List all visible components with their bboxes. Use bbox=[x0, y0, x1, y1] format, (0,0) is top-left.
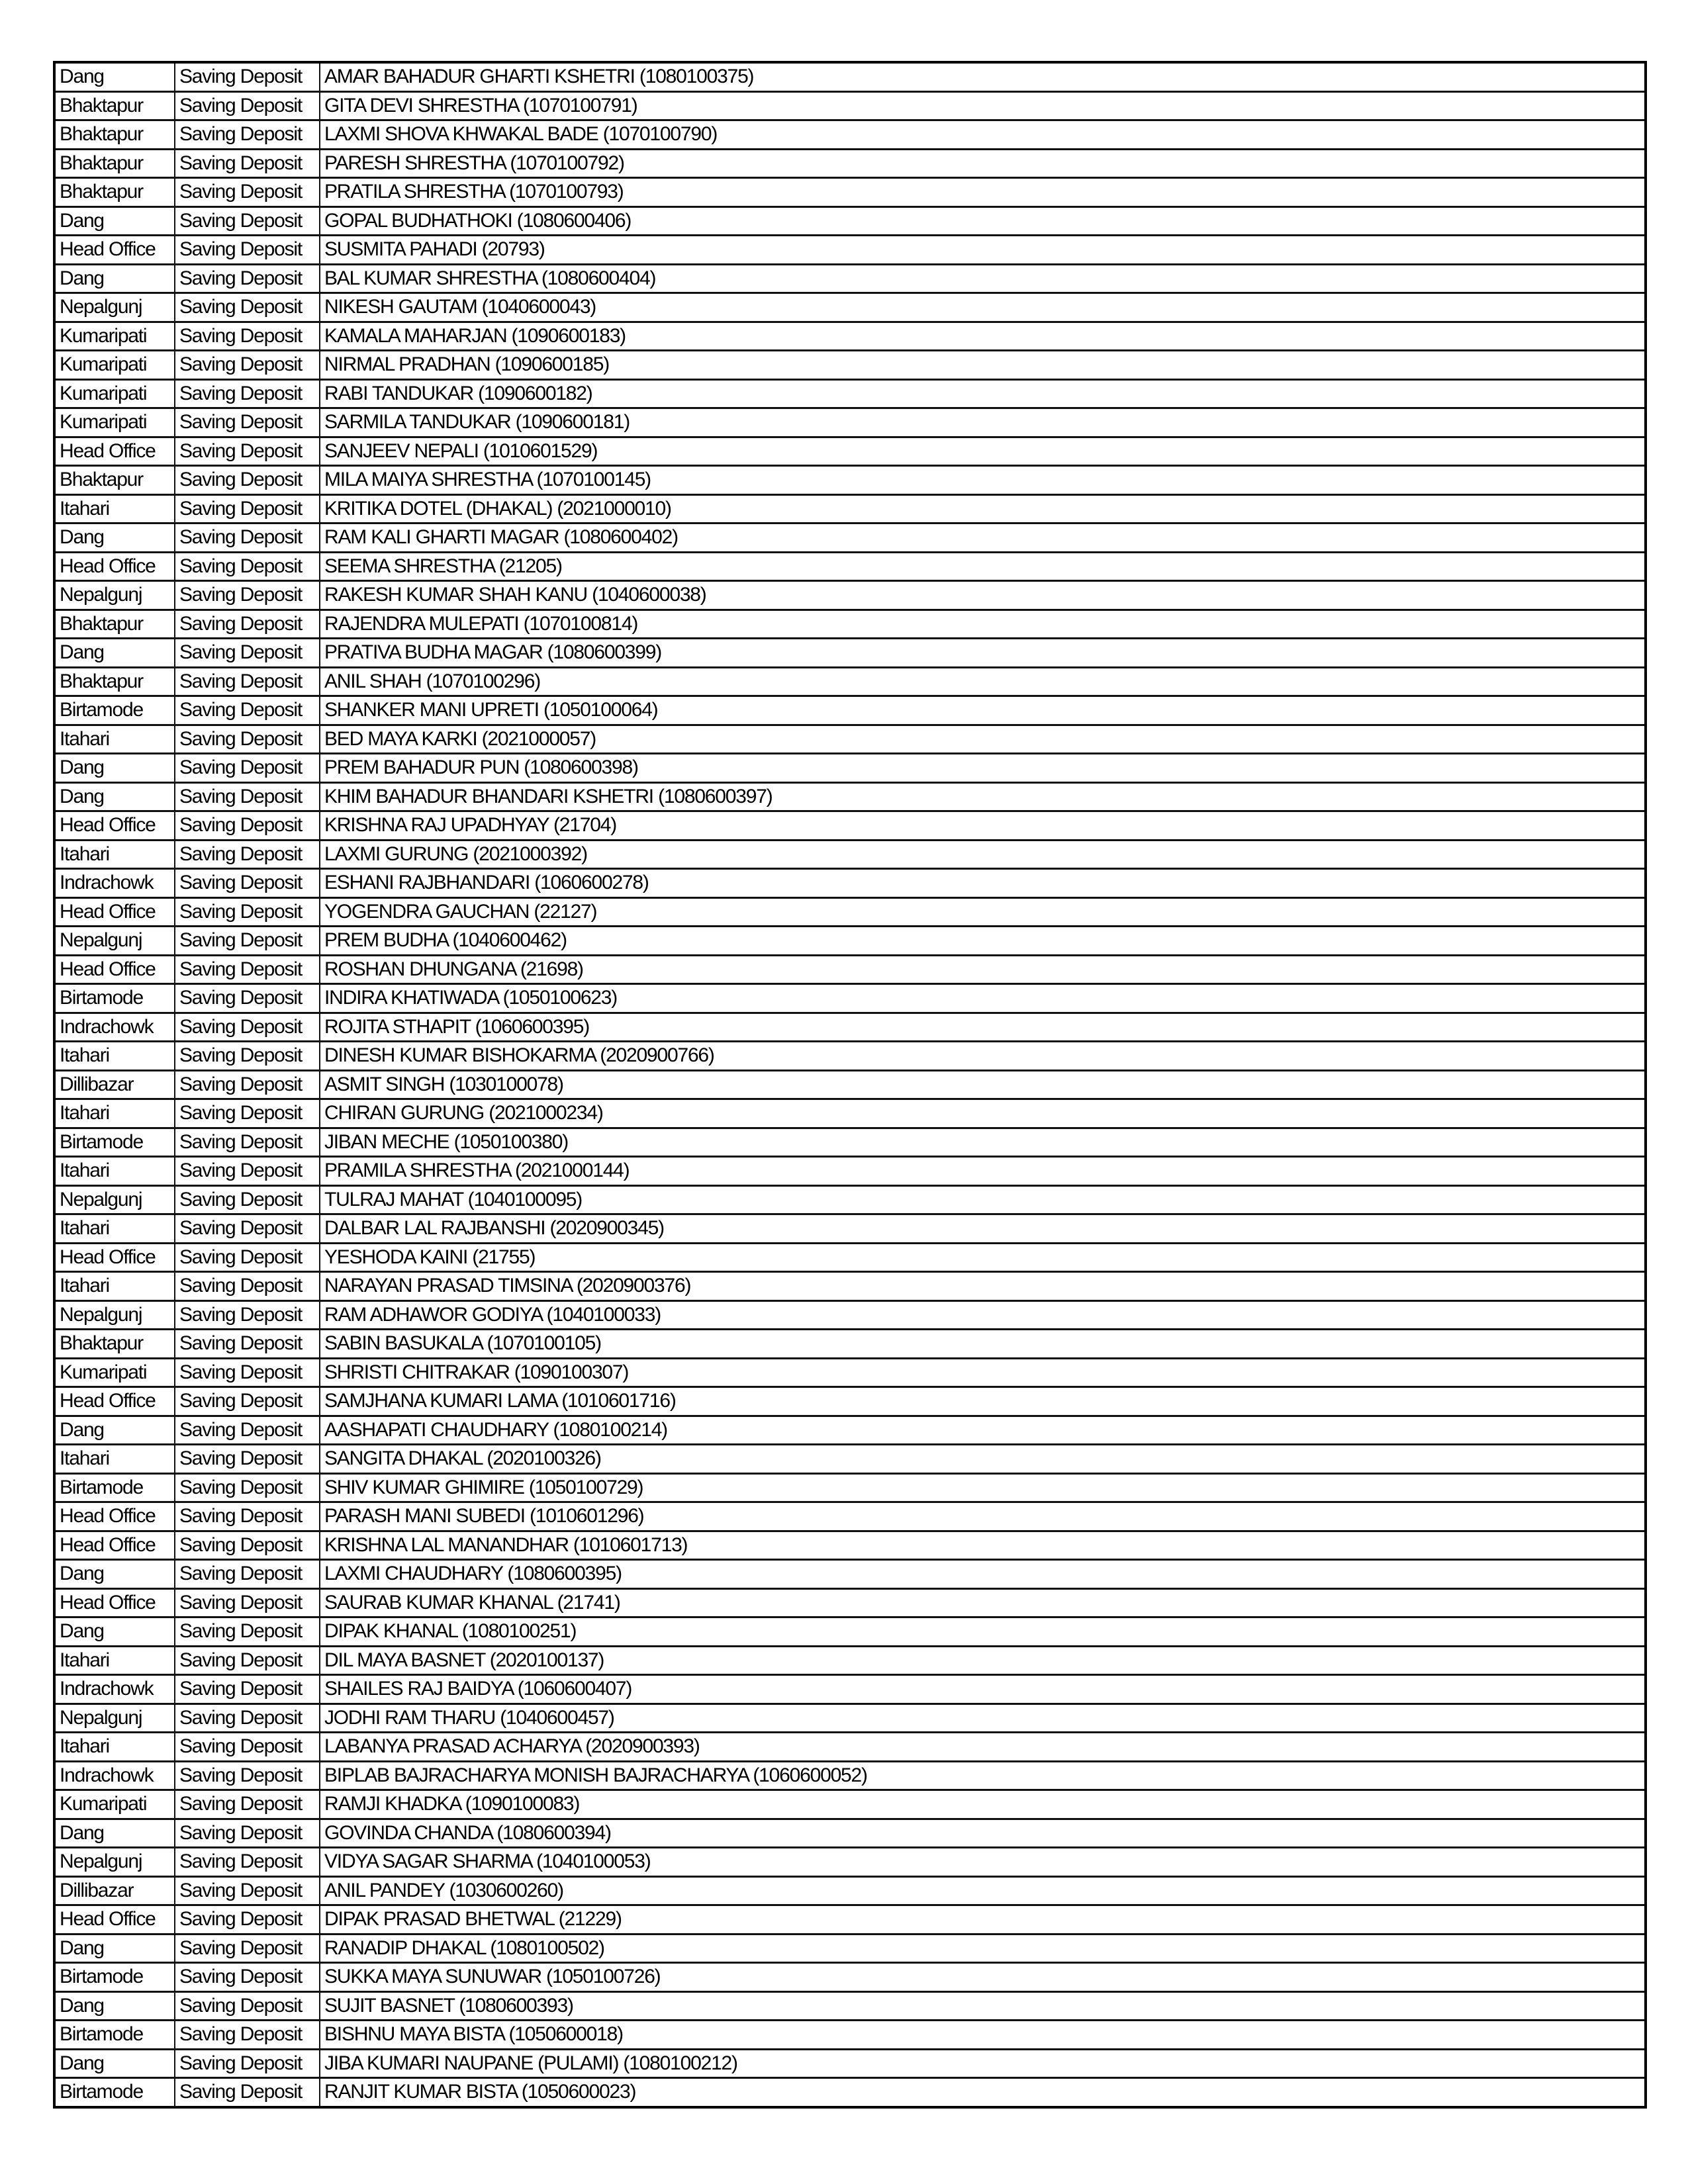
table-row bbox=[54, 1502, 1646, 1531]
account-type-cell: Saving Deposit bbox=[175, 1445, 320, 1474]
branch-cell: Dang bbox=[54, 206, 175, 236]
account-type-cell: Saving Deposit bbox=[175, 1905, 320, 1934]
table-row bbox=[54, 1819, 1646, 1848]
account-holder-cell: NARAYAN PRASAD TIMSINA (2020900376) bbox=[320, 1272, 1646, 1301]
account-type-cell: Saving Deposit bbox=[175, 62, 320, 91]
branch-cell: Bhaktapur bbox=[54, 466, 175, 495]
account-type-cell: Saving Deposit bbox=[175, 1675, 320, 1704]
account-type-cell: Saving Deposit bbox=[175, 178, 320, 207]
account-list-body bbox=[54, 62, 1646, 2107]
table-row bbox=[54, 2021, 1646, 2050]
account-type-cell: Saving Deposit bbox=[175, 782, 320, 811]
account-holder-cell: ANIL SHAH (1070100296) bbox=[320, 667, 1646, 696]
account-holder-cell: SANGITA DHAKAL (2020100326) bbox=[320, 1445, 1646, 1474]
account-holder-cell: SHAILES RAJ BAIDYA (1060600407) bbox=[320, 1675, 1646, 1704]
branch-cell: Head Office bbox=[54, 236, 175, 265]
branch-cell: Kumaripati bbox=[54, 1790, 175, 1819]
account-holder-cell: LAXMI GURUNG (2021000392) bbox=[320, 840, 1646, 869]
account-holder-cell: LAXMI SHOVA KHWAKAL BADE (1070100790) bbox=[320, 120, 1646, 150]
account-holder-cell: PRATILA SHRESTHA (1070100793) bbox=[320, 178, 1646, 207]
account-type-cell: Saving Deposit bbox=[175, 840, 320, 869]
table-row bbox=[54, 206, 1646, 236]
branch-cell: Dang bbox=[54, 1416, 175, 1445]
account-type-cell: Saving Deposit bbox=[175, 754, 320, 783]
branch-cell: Kumaripati bbox=[54, 379, 175, 408]
table-row bbox=[54, 2078, 1646, 2107]
account-holder-cell: RANJIT KUMAR BISTA (1050600023) bbox=[320, 2078, 1646, 2107]
branch-cell: Birtamode bbox=[54, 1128, 175, 1157]
table-row bbox=[54, 178, 1646, 207]
account-holder-cell: TULRAJ MAHAT (1040100095) bbox=[320, 1185, 1646, 1214]
account-holder-cell: CHIRAN GURUNG (2021000234) bbox=[320, 1099, 1646, 1128]
account-holder-cell: PARASH MANI SUBEDI (1010601296) bbox=[320, 1502, 1646, 1531]
account-list-table bbox=[53, 61, 1647, 2109]
table-row bbox=[54, 1588, 1646, 1617]
table-row bbox=[54, 1330, 1646, 1359]
account-holder-cell: INDIRA KHATIWADA (1050100623) bbox=[320, 984, 1646, 1013]
account-type-cell: Saving Deposit bbox=[175, 1876, 320, 1905]
account-type-cell: Saving Deposit bbox=[175, 206, 320, 236]
branch-cell: Dang bbox=[54, 1819, 175, 1848]
account-type-cell: Saving Deposit bbox=[175, 1646, 320, 1675]
branch-cell: Indrachowk bbox=[54, 869, 175, 898]
account-type-cell: Saving Deposit bbox=[175, 1963, 320, 1992]
account-holder-cell: DIL MAYA BASNET (2020100137) bbox=[320, 1646, 1646, 1675]
account-holder-cell: DALBAR LAL RAJBANSHI (2020900345) bbox=[320, 1214, 1646, 1244]
branch-cell: Bhaktapur bbox=[54, 149, 175, 178]
table-row bbox=[54, 1070, 1646, 1099]
table-row bbox=[54, 552, 1646, 581]
account-holder-cell: SAMJHANA KUMARI LAMA (1010601716) bbox=[320, 1387, 1646, 1416]
branch-cell: Nepalgunj bbox=[54, 1704, 175, 1733]
branch-cell: Bhaktapur bbox=[54, 178, 175, 207]
table-row bbox=[54, 1416, 1646, 1445]
table-row bbox=[54, 1445, 1646, 1474]
account-type-cell: Saving Deposit bbox=[175, 1819, 320, 1848]
table-row bbox=[54, 1876, 1646, 1905]
account-type-cell: Saving Deposit bbox=[175, 1157, 320, 1186]
table-row bbox=[54, 1272, 1646, 1301]
table-row bbox=[54, 1185, 1646, 1214]
account-holder-cell: KAMALA MAHARJAN (1090600183) bbox=[320, 322, 1646, 351]
table-row bbox=[54, 1358, 1646, 1387]
account-holder-cell: PRAMILA SHRESTHA (2021000144) bbox=[320, 1157, 1646, 1186]
branch-cell: Itahari bbox=[54, 1099, 175, 1128]
account-holder-cell: RAM ADHAWOR GODIYA (1040100033) bbox=[320, 1300, 1646, 1330]
account-type-cell: Saving Deposit bbox=[175, 523, 320, 553]
account-type-cell: Saving Deposit bbox=[175, 1070, 320, 1099]
table-row bbox=[54, 1905, 1646, 1934]
branch-cell: Head Office bbox=[54, 552, 175, 581]
account-type-cell: Saving Deposit bbox=[175, 149, 320, 178]
branch-cell: Nepalgunj bbox=[54, 293, 175, 322]
table-row bbox=[54, 984, 1646, 1013]
account-holder-cell: JODHI RAM THARU (1040600457) bbox=[320, 1704, 1646, 1733]
branch-cell: Head Office bbox=[54, 955, 175, 984]
branch-cell: Bhaktapur bbox=[54, 667, 175, 696]
account-holder-cell: SHRISTI CHITRAKAR (1090100307) bbox=[320, 1358, 1646, 1387]
table-row bbox=[54, 236, 1646, 265]
account-type-cell: Saving Deposit bbox=[175, 1761, 320, 1790]
table-row bbox=[54, 1991, 1646, 2021]
account-type-cell: Saving Deposit bbox=[175, 552, 320, 581]
branch-cell: Itahari bbox=[54, 1042, 175, 1071]
branch-cell: Kumaripati bbox=[54, 351, 175, 380]
account-type-cell: Saving Deposit bbox=[175, 322, 320, 351]
account-holder-cell: BIPLAB BAJRACHARYA MONISH BAJRACHARYA (1060600052) bbox=[320, 1761, 1646, 1790]
account-type-cell: Saving Deposit bbox=[175, 120, 320, 150]
account-type-cell: Saving Deposit bbox=[175, 437, 320, 466]
branch-cell: Itahari bbox=[54, 1214, 175, 1244]
account-type-cell: Saving Deposit bbox=[175, 581, 320, 610]
account-holder-cell: LABANYA PRASAD ACHARYA (2020900393) bbox=[320, 1733, 1646, 1762]
table-row bbox=[54, 897, 1646, 927]
branch-cell: Birtamode bbox=[54, 984, 175, 1013]
branch-cell: Dang bbox=[54, 1560, 175, 1589]
branch-cell: Dang bbox=[54, 1934, 175, 1963]
branch-cell: Nepalgunj bbox=[54, 927, 175, 956]
account-type-cell: Saving Deposit bbox=[175, 897, 320, 927]
table-row bbox=[54, 667, 1646, 696]
account-holder-cell: SABIN BASUKALA (1070100105) bbox=[320, 1330, 1646, 1359]
account-holder-cell: RAKESH KUMAR SHAH KANU (1040600038) bbox=[320, 581, 1646, 610]
account-type-cell: Saving Deposit bbox=[175, 1588, 320, 1617]
table-row bbox=[54, 1099, 1646, 1128]
account-type-cell: Saving Deposit bbox=[175, 639, 320, 668]
account-holder-cell: ASMIT SINGH (1030100078) bbox=[320, 1070, 1646, 1099]
account-holder-cell: SEEMA SHRESTHA (21205) bbox=[320, 552, 1646, 581]
branch-cell: Indrachowk bbox=[54, 1675, 175, 1704]
table-row bbox=[54, 639, 1646, 668]
branch-cell: Birtamode bbox=[54, 1473, 175, 1502]
account-holder-cell: ROJITA STHAPIT (1060600395) bbox=[320, 1013, 1646, 1042]
branch-cell: Indrachowk bbox=[54, 1761, 175, 1790]
branch-cell: Nepalgunj bbox=[54, 581, 175, 610]
branch-cell: Itahari bbox=[54, 1646, 175, 1675]
branch-cell: Head Office bbox=[54, 1502, 175, 1531]
account-type-cell: Saving Deposit bbox=[175, 1733, 320, 1762]
branch-cell: Itahari bbox=[54, 494, 175, 523]
account-type-cell: Saving Deposit bbox=[175, 1991, 320, 2021]
account-type-cell: Saving Deposit bbox=[175, 1214, 320, 1244]
account-holder-cell: RANADIP DHAKAL (1080100502) bbox=[320, 1934, 1646, 1963]
branch-cell: Kumaripati bbox=[54, 322, 175, 351]
account-type-cell: Saving Deposit bbox=[175, 1358, 320, 1387]
branch-cell: Head Office bbox=[54, 1588, 175, 1617]
account-type-cell: Saving Deposit bbox=[175, 351, 320, 380]
account-type-cell: Saving Deposit bbox=[175, 1934, 320, 1963]
branch-cell: Indrachowk bbox=[54, 1013, 175, 1042]
account-type-cell: Saving Deposit bbox=[175, 696, 320, 725]
table-row bbox=[54, 1733, 1646, 1762]
account-holder-cell: LAXMI CHAUDHARY (1080600395) bbox=[320, 1560, 1646, 1589]
branch-cell: Bhaktapur bbox=[54, 91, 175, 120]
account-holder-cell: VIDYA SAGAR SHARMA (1040100053) bbox=[320, 1848, 1646, 1877]
table-row bbox=[54, 62, 1646, 91]
account-type-cell: Saving Deposit bbox=[175, 1128, 320, 1157]
account-type-cell: Saving Deposit bbox=[175, 1617, 320, 1647]
branch-cell: Dang bbox=[54, 264, 175, 293]
account-type-cell: Saving Deposit bbox=[175, 1243, 320, 1272]
branch-cell: Kumaripati bbox=[54, 1358, 175, 1387]
account-holder-cell: RAJENDRA MULEPATI (1070100814) bbox=[320, 610, 1646, 639]
account-holder-cell: SHANKER MANI UPRETI (1050100064) bbox=[320, 696, 1646, 725]
table-row bbox=[54, 1560, 1646, 1589]
table-row bbox=[54, 610, 1646, 639]
account-type-cell: Saving Deposit bbox=[175, 1473, 320, 1502]
account-holder-cell: DIPAK PRASAD BHETWAL (21229) bbox=[320, 1905, 1646, 1934]
account-holder-cell: ESHANI RAJBHANDARI (1060600278) bbox=[320, 869, 1646, 898]
branch-cell: Itahari bbox=[54, 1445, 175, 1474]
table-row bbox=[54, 494, 1646, 523]
branch-cell: Nepalgunj bbox=[54, 1300, 175, 1330]
account-holder-cell: RAMJI KHADKA (1090100083) bbox=[320, 1790, 1646, 1819]
account-type-cell: Saving Deposit bbox=[175, 927, 320, 956]
account-holder-cell: NIKESH GAUTAM (1040600043) bbox=[320, 293, 1646, 322]
account-type-cell: Saving Deposit bbox=[175, 1330, 320, 1359]
account-holder-cell: GITA DEVI SHRESTHA (1070100791) bbox=[320, 91, 1646, 120]
account-holder-cell: PARESH SHRESTHA (1070100792) bbox=[320, 149, 1646, 178]
table-row bbox=[54, 120, 1646, 150]
table-row bbox=[54, 1042, 1646, 1071]
account-holder-cell: ANIL PANDEY (1030600260) bbox=[320, 1876, 1646, 1905]
account-holder-cell: RABI TANDUKAR (1090600182) bbox=[320, 379, 1646, 408]
account-holder-cell: BISHNU MAYA BISTA (1050600018) bbox=[320, 2021, 1646, 2050]
branch-cell: Dang bbox=[54, 1991, 175, 2021]
table-row bbox=[54, 91, 1646, 120]
account-holder-cell: KRISHNA RAJ UPADHYAY (21704) bbox=[320, 811, 1646, 841]
account-holder-cell: BED MAYA KARKI (2021000057) bbox=[320, 725, 1646, 754]
table-row bbox=[54, 1300, 1646, 1330]
account-type-cell: Saving Deposit bbox=[175, 466, 320, 495]
account-type-cell: Saving Deposit bbox=[175, 1099, 320, 1128]
branch-cell: Birtamode bbox=[54, 696, 175, 725]
account-holder-cell: YESHODA KAINI (21755) bbox=[320, 1243, 1646, 1272]
table-row bbox=[54, 725, 1646, 754]
account-type-cell: Saving Deposit bbox=[175, 1042, 320, 1071]
account-holder-cell: ROSHAN DHUNGANA (21698) bbox=[320, 955, 1646, 984]
account-holder-cell: AASHAPATI CHAUDHARY (1080100214) bbox=[320, 1416, 1646, 1445]
account-holder-cell: SARMILA TANDUKAR (1090600181) bbox=[320, 408, 1646, 437]
account-holder-cell: PRATIVA BUDHA MAGAR (1080600399) bbox=[320, 639, 1646, 668]
account-type-cell: Saving Deposit bbox=[175, 91, 320, 120]
account-type-cell: Saving Deposit bbox=[175, 1790, 320, 1819]
branch-cell: Itahari bbox=[54, 1272, 175, 1301]
account-type-cell: Saving Deposit bbox=[175, 1272, 320, 1301]
table-row bbox=[54, 869, 1646, 898]
account-holder-cell: YOGENDRA GAUCHAN (22127) bbox=[320, 897, 1646, 927]
branch-cell: Itahari bbox=[54, 840, 175, 869]
table-row bbox=[54, 293, 1646, 322]
branch-cell: Head Office bbox=[54, 437, 175, 466]
table-row bbox=[54, 1013, 1646, 1042]
table-row bbox=[54, 927, 1646, 956]
table-row bbox=[54, 2049, 1646, 2078]
account-type-cell: Saving Deposit bbox=[175, 2049, 320, 2078]
account-holder-cell: KRITIKA DOTEL (DHAKAL) (2021000010) bbox=[320, 494, 1646, 523]
account-holder-cell: KRISHNA LAL MANANDHAR (1010601713) bbox=[320, 1531, 1646, 1560]
table-row bbox=[54, 1617, 1646, 1647]
account-type-cell: Saving Deposit bbox=[175, 955, 320, 984]
account-holder-cell: SHIV KUMAR GHIMIRE (1050100729) bbox=[320, 1473, 1646, 1502]
account-holder-cell: BAL KUMAR SHRESTHA (1080600404) bbox=[320, 264, 1646, 293]
account-holder-cell: MILA MAIYA SHRESTHA (1070100145) bbox=[320, 466, 1646, 495]
branch-cell: Birtamode bbox=[54, 2078, 175, 2107]
branch-cell: Head Office bbox=[54, 897, 175, 927]
account-type-cell: Saving Deposit bbox=[175, 869, 320, 898]
account-holder-cell: PREM BUDHA (1040600462) bbox=[320, 927, 1646, 956]
table-row bbox=[54, 581, 1646, 610]
table-row bbox=[54, 1934, 1646, 1963]
account-holder-cell: SUJIT BASNET (1080600393) bbox=[320, 1991, 1646, 2021]
branch-cell: Kumaripati bbox=[54, 408, 175, 437]
account-holder-cell: SUSMITA PAHADI (20793) bbox=[320, 236, 1646, 265]
account-holder-cell: KHIM BAHADUR BHANDARI KSHETRI (1080600397) bbox=[320, 782, 1646, 811]
branch-cell: Itahari bbox=[54, 1157, 175, 1186]
branch-cell: Head Office bbox=[54, 1243, 175, 1272]
account-type-cell: Saving Deposit bbox=[175, 1416, 320, 1445]
table-row bbox=[54, 322, 1646, 351]
account-holder-cell: JIBA KUMARI NAUPANE (PULAMI) (1080100212) bbox=[320, 2049, 1646, 2078]
table-row bbox=[54, 437, 1646, 466]
table-row bbox=[54, 149, 1646, 178]
branch-cell: Dang bbox=[54, 523, 175, 553]
table-row bbox=[54, 696, 1646, 725]
branch-cell: Itahari bbox=[54, 1733, 175, 1762]
table-row bbox=[54, 1214, 1646, 1244]
account-holder-cell: PREM BAHADUR PUN (1080600398) bbox=[320, 754, 1646, 783]
table-row bbox=[54, 1675, 1646, 1704]
account-type-cell: Saving Deposit bbox=[175, 2078, 320, 2107]
branch-cell: Dang bbox=[54, 754, 175, 783]
branch-cell: Nepalgunj bbox=[54, 1848, 175, 1877]
branch-cell: Dillibazar bbox=[54, 1070, 175, 1099]
account-holder-cell: GOVINDA CHANDA (1080600394) bbox=[320, 1819, 1646, 1848]
account-holder-cell: RAM KALI GHARTI MAGAR (1080600402) bbox=[320, 523, 1646, 553]
branch-cell: Dang bbox=[54, 62, 175, 91]
account-holder-cell: SAURAB KUMAR KHANAL (21741) bbox=[320, 1588, 1646, 1617]
branch-cell: Dang bbox=[54, 2049, 175, 2078]
account-holder-cell: AMAR BAHADUR GHARTI KSHETRI (1080100375) bbox=[320, 62, 1646, 91]
branch-cell: Nepalgunj bbox=[54, 1185, 175, 1214]
table-row bbox=[54, 955, 1646, 984]
table-row bbox=[54, 1963, 1646, 1992]
account-type-cell: Saving Deposit bbox=[175, 1560, 320, 1589]
account-holder-cell: DIPAK KHANAL (1080100251) bbox=[320, 1617, 1646, 1647]
branch-cell: Head Office bbox=[54, 1531, 175, 1560]
account-type-cell: Saving Deposit bbox=[175, 494, 320, 523]
branch-cell: Head Office bbox=[54, 811, 175, 841]
account-type-cell: Saving Deposit bbox=[175, 1848, 320, 1877]
table-row bbox=[54, 1761, 1646, 1790]
branch-cell: Dang bbox=[54, 1617, 175, 1647]
account-type-cell: Saving Deposit bbox=[175, 264, 320, 293]
account-holder-cell: NIRMAL PRADHAN (1090600185) bbox=[320, 351, 1646, 380]
account-type-cell: Saving Deposit bbox=[175, 1387, 320, 1416]
table-row bbox=[54, 523, 1646, 553]
table-row bbox=[54, 264, 1646, 293]
account-holder-cell: JIBAN MECHE (1050100380) bbox=[320, 1128, 1646, 1157]
table-row bbox=[54, 351, 1646, 380]
account-type-cell: Saving Deposit bbox=[175, 1013, 320, 1042]
account-holder-cell: GOPAL BUDHATHOKI (1080600406) bbox=[320, 206, 1646, 236]
account-type-cell: Saving Deposit bbox=[175, 984, 320, 1013]
account-type-cell: Saving Deposit bbox=[175, 1502, 320, 1531]
table-row bbox=[54, 379, 1646, 408]
table-row bbox=[54, 1704, 1646, 1733]
table-row bbox=[54, 811, 1646, 841]
account-type-cell: Saving Deposit bbox=[175, 2021, 320, 2050]
table-row bbox=[54, 1128, 1646, 1157]
branch-cell: Dang bbox=[54, 639, 175, 668]
branch-cell: Birtamode bbox=[54, 1963, 175, 1992]
account-holder-cell: DINESH KUMAR BISHOKARMA (2020900766) bbox=[320, 1042, 1646, 1071]
table-row bbox=[54, 782, 1646, 811]
branch-cell: Bhaktapur bbox=[54, 1330, 175, 1359]
table-row bbox=[54, 1157, 1646, 1186]
branch-cell: Bhaktapur bbox=[54, 610, 175, 639]
table-row bbox=[54, 1646, 1646, 1675]
account-type-cell: Saving Deposit bbox=[175, 1531, 320, 1560]
account-type-cell: Saving Deposit bbox=[175, 293, 320, 322]
table-row bbox=[54, 754, 1646, 783]
account-type-cell: Saving Deposit bbox=[175, 811, 320, 841]
table-row bbox=[54, 1387, 1646, 1416]
table-row bbox=[54, 1243, 1646, 1272]
branch-cell: Bhaktapur bbox=[54, 120, 175, 150]
table-row bbox=[54, 408, 1646, 437]
table-row bbox=[54, 840, 1646, 869]
table-row bbox=[54, 1790, 1646, 1819]
account-type-cell: Saving Deposit bbox=[175, 725, 320, 754]
table-row bbox=[54, 1473, 1646, 1502]
branch-cell: Birtamode bbox=[54, 2021, 175, 2050]
table-row bbox=[54, 1531, 1646, 1560]
account-holder-cell: SANJEEV NEPALI (1010601529) bbox=[320, 437, 1646, 466]
branch-cell: Dillibazar bbox=[54, 1876, 175, 1905]
account-type-cell: Saving Deposit bbox=[175, 1185, 320, 1214]
table-row bbox=[54, 466, 1646, 495]
account-type-cell: Saving Deposit bbox=[175, 408, 320, 437]
account-type-cell: Saving Deposit bbox=[175, 1300, 320, 1330]
branch-cell: Head Office bbox=[54, 1387, 175, 1416]
table-row bbox=[54, 1848, 1646, 1877]
branch-cell: Head Office bbox=[54, 1905, 175, 1934]
branch-cell: Dang bbox=[54, 782, 175, 811]
account-type-cell: Saving Deposit bbox=[175, 1704, 320, 1733]
branch-cell: Itahari bbox=[54, 725, 175, 754]
account-holder-cell: SUKKA MAYA SUNUWAR (1050100726) bbox=[320, 1963, 1646, 1992]
account-type-cell: Saving Deposit bbox=[175, 236, 320, 265]
account-type-cell: Saving Deposit bbox=[175, 667, 320, 696]
account-type-cell: Saving Deposit bbox=[175, 379, 320, 408]
account-type-cell: Saving Deposit bbox=[175, 610, 320, 639]
